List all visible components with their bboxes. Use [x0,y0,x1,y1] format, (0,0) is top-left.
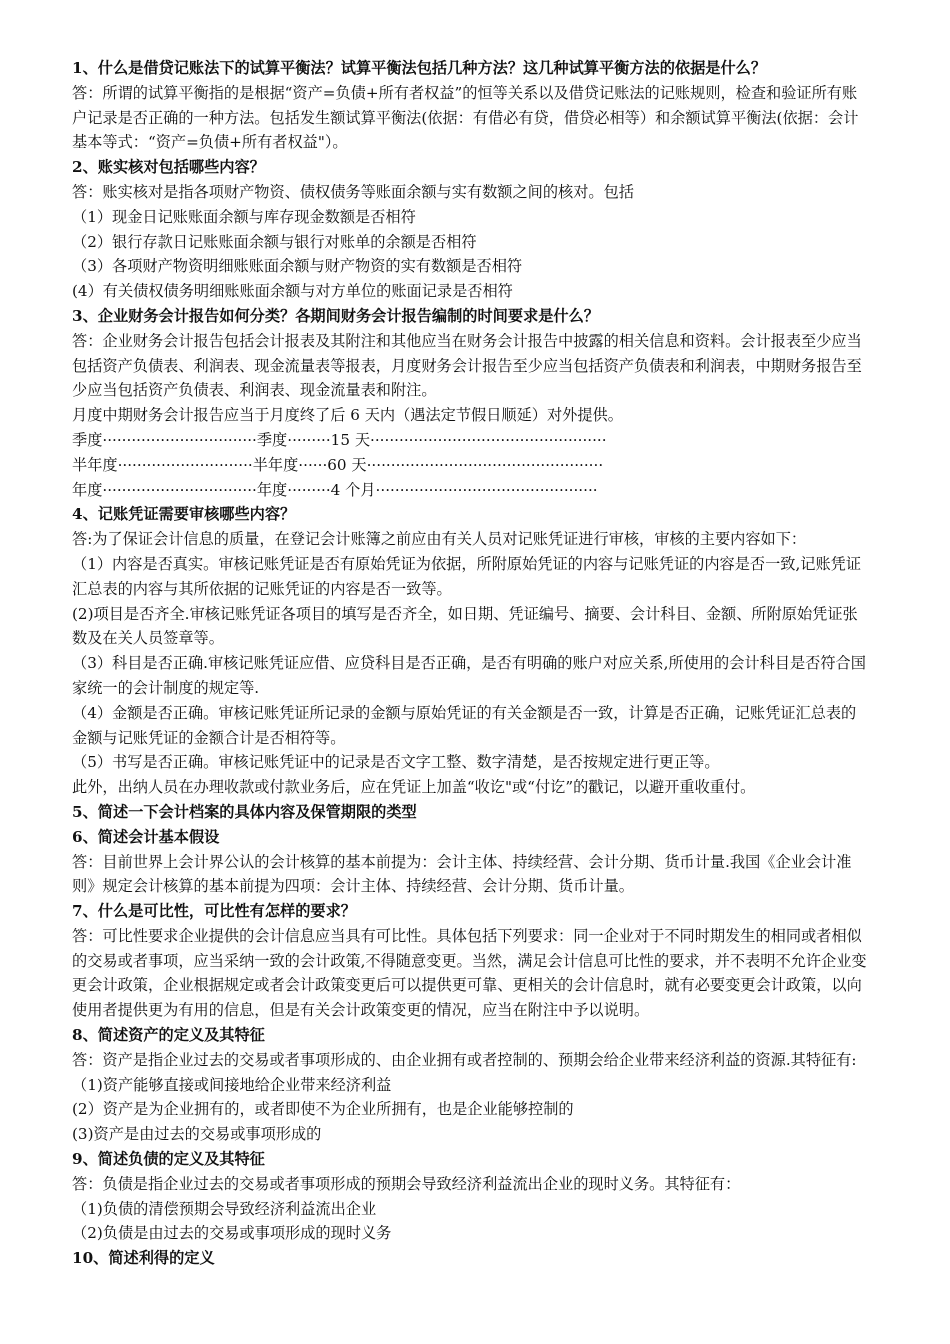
text-line: 家统一的会计制度的规定等. [72,678,260,697]
text-line: 此外，出纳人员在办理收款或付款业务后，应在凭证上加盖“收讫"或“付讫”的戳记，以避开重收重付。 [72,778,756,797]
text-line: （3）各项财产物资明细账账面余额与财产物资的实有数额是否相符 [72,257,523,276]
text-line: （5）书写是否正确。审核记账凭证中的记录是否文字工整、数字清楚，是否按规定进行更正等。 [72,753,720,772]
text-line: (2）资产是为企业拥有的，或者即使不为企业所拥有，也是企业能够控制的 [72,1100,574,1119]
question-heading: 8、简述资产的定义及其特征 [72,1026,265,1045]
text-line: 使用者提供更为有用的信息，但是有关会计政策变更的情况，应当在附注中予以说明。 [72,1001,650,1020]
text-line: 答：资产是指企业过去的交易或者事项形成的、由企业拥有或者控制的、预期会给企业带来经济利益的资源.其特征有: [72,1050,857,1069]
question-heading: 9、简述负债的定义及其特征 [72,1150,265,1169]
text-line: 更会计政策，企业根据规定或者会计政策变更后可以提供更可靠、更相关的会计信息时，就有必要变更会计政策，以向 [72,976,862,995]
text-line: 少应当包括资产负债表、利润表、现金流量表和附注。 [72,381,437,400]
question-heading: 6、简述会计基本假设 [72,827,220,846]
text-line: 答：账实核对是指各项财产物资、债权债务等账面余额与实有数额之间的核对。包括 [72,182,634,201]
text-line: （1）内容是否真实。审核记账凭证是否有原始凭证为依据，所附原始凭证的内容与记账凭证的内容是否一致,记账凭证 [72,554,862,573]
document-page [72,56,948,1271]
text-line: (2)项目是否齐全.审核记账凭证各项目的填写是否齐全，如日期、凭证编号、摘要、会计科目、金额、所附原始凭证张 [72,604,858,623]
text-line: (4）有关债权债务明细账账面余额与对方单位的账面记录是否相符 [72,282,513,301]
text-line: 答：可比性要求企业提供的会计信息应当具有可比性。具体包括下列要求：同一企业对于不同时期发生的相同或者相似 [72,926,862,945]
text-line: 季度································季度·········15 天················································· [72,430,607,449]
text-line: 年度································年度·········4 个月·············································· [72,480,598,499]
text-line: 数及在关人员签章等。 [72,629,224,648]
text-line: 答:为了保证会计信息的质量，在登记会计账簿之前应由有关人员对记账凭证进行审核，审核的主要内容如下： [72,530,807,549]
text-line: 答：目前世界上会计界公认的会计核算的基本前提为：会计主体、持续经营、会计分期、货币计量.我国《企业会计准 [72,852,852,871]
question-heading: 5、简述一下会计档案的具体内容及保管期限的类型 [72,802,417,821]
question-heading: 2、账实核对包括哪些内容？ [72,158,265,177]
text-line: （1）现金日记账账面余额与库存现金数额是否相符 [72,207,416,226]
text-line: 月度中期财务会计报告应当于月度终了后 6 天内（遇法定节假日顺延）对外提供。 [72,406,623,425]
text-line: 基本等式：“资产=负债+所有者权益"）。 [72,133,348,152]
text-line: （1)负债的清偿预期会导致经济利益流出企业 [72,1199,377,1218]
text-line: 答：企业财务会计报告包括会计报表及其附注和其他应当在财务会计报告中披露的相关信息和资料。会计报表至少应当 [72,331,862,350]
text-line: （2)负债是由过去的交易或事项形成的现时义务 [72,1224,392,1243]
text-line: （4）金额是否正确。审核记账凭证所记录的金额与原始凭证的有关金额是否一致，计算是否正确，记账凭证汇总表的 [72,703,857,722]
text-line: （1)资产能够直接或间接地给企业带来经济利益 [72,1075,392,1094]
text-line: 半年度····························半年度······60 天················································· [72,455,604,474]
text-line: (3)资产是由过去的交易或事项形成的 [72,1125,322,1144]
text-line: 户记录是否正确的一种方法。包括发生额试算平衡法(依据：有借必有贷，借贷必相等）和余额试算平衡法(依据：会计 [72,108,859,127]
question-heading: 4、记账凭证需要审核哪些内容？ [72,505,296,524]
text-line: 包括资产负债表、利润表、现金流量表等报表，月度财务会计报告至少应当包括资产负债表和利润表，中期财务报告至 [72,356,862,375]
question-heading: 3、企业财务会计报告如何分类？各期间财务会计报告编制的时间要求是什么？ [72,306,599,325]
text-line: （2）银行存款日记账账面余额与银行对账单的余额是否相符 [72,232,477,251]
question-heading: 10、简述利得的定义 [72,1249,215,1268]
text-line: 答：负债是指企业过去的交易或者事项形成的预期会导致经济利益流出企业的现时义务。其特征有： [72,1174,741,1193]
text-line: 的交易或者事项，应当采纳一致的会计政策,不得随意变更。当然，满足会计信息可比性的要求，并不表明不允许企业变 [72,951,867,970]
question-heading: 1、什么是借贷记账法下的试算平衡法？试算平衡法包括几种方法？这几种试算平衡方法的依据是什么？ [72,59,767,77]
text-line: （3）科目是否正确.审核记账凭证应借、应贷科目是否正确，是否有明确的账户对应关系,所使用的会计科目是否符合国 [72,654,866,673]
question-heading: 7、什么是可比性，可比性有怎样的要求？ [72,902,356,921]
text-line: 汇总表的内容与其所依据的记账凭证的内容是否一致等。 [72,579,452,598]
text-line: 答：所谓的试算平衡指的是根据“资产=负债+所有者权益”的恒等关系以及借贷记账法的记账规则，检查和验证所有账 [72,83,858,102]
text-line: 则》规定会计核算的基本前提为四项：会计主体、持续经营、会计分期、货币计量。 [72,877,634,896]
text-line: 金额与记账凭证的金额合计是否相符等。 [72,728,346,747]
